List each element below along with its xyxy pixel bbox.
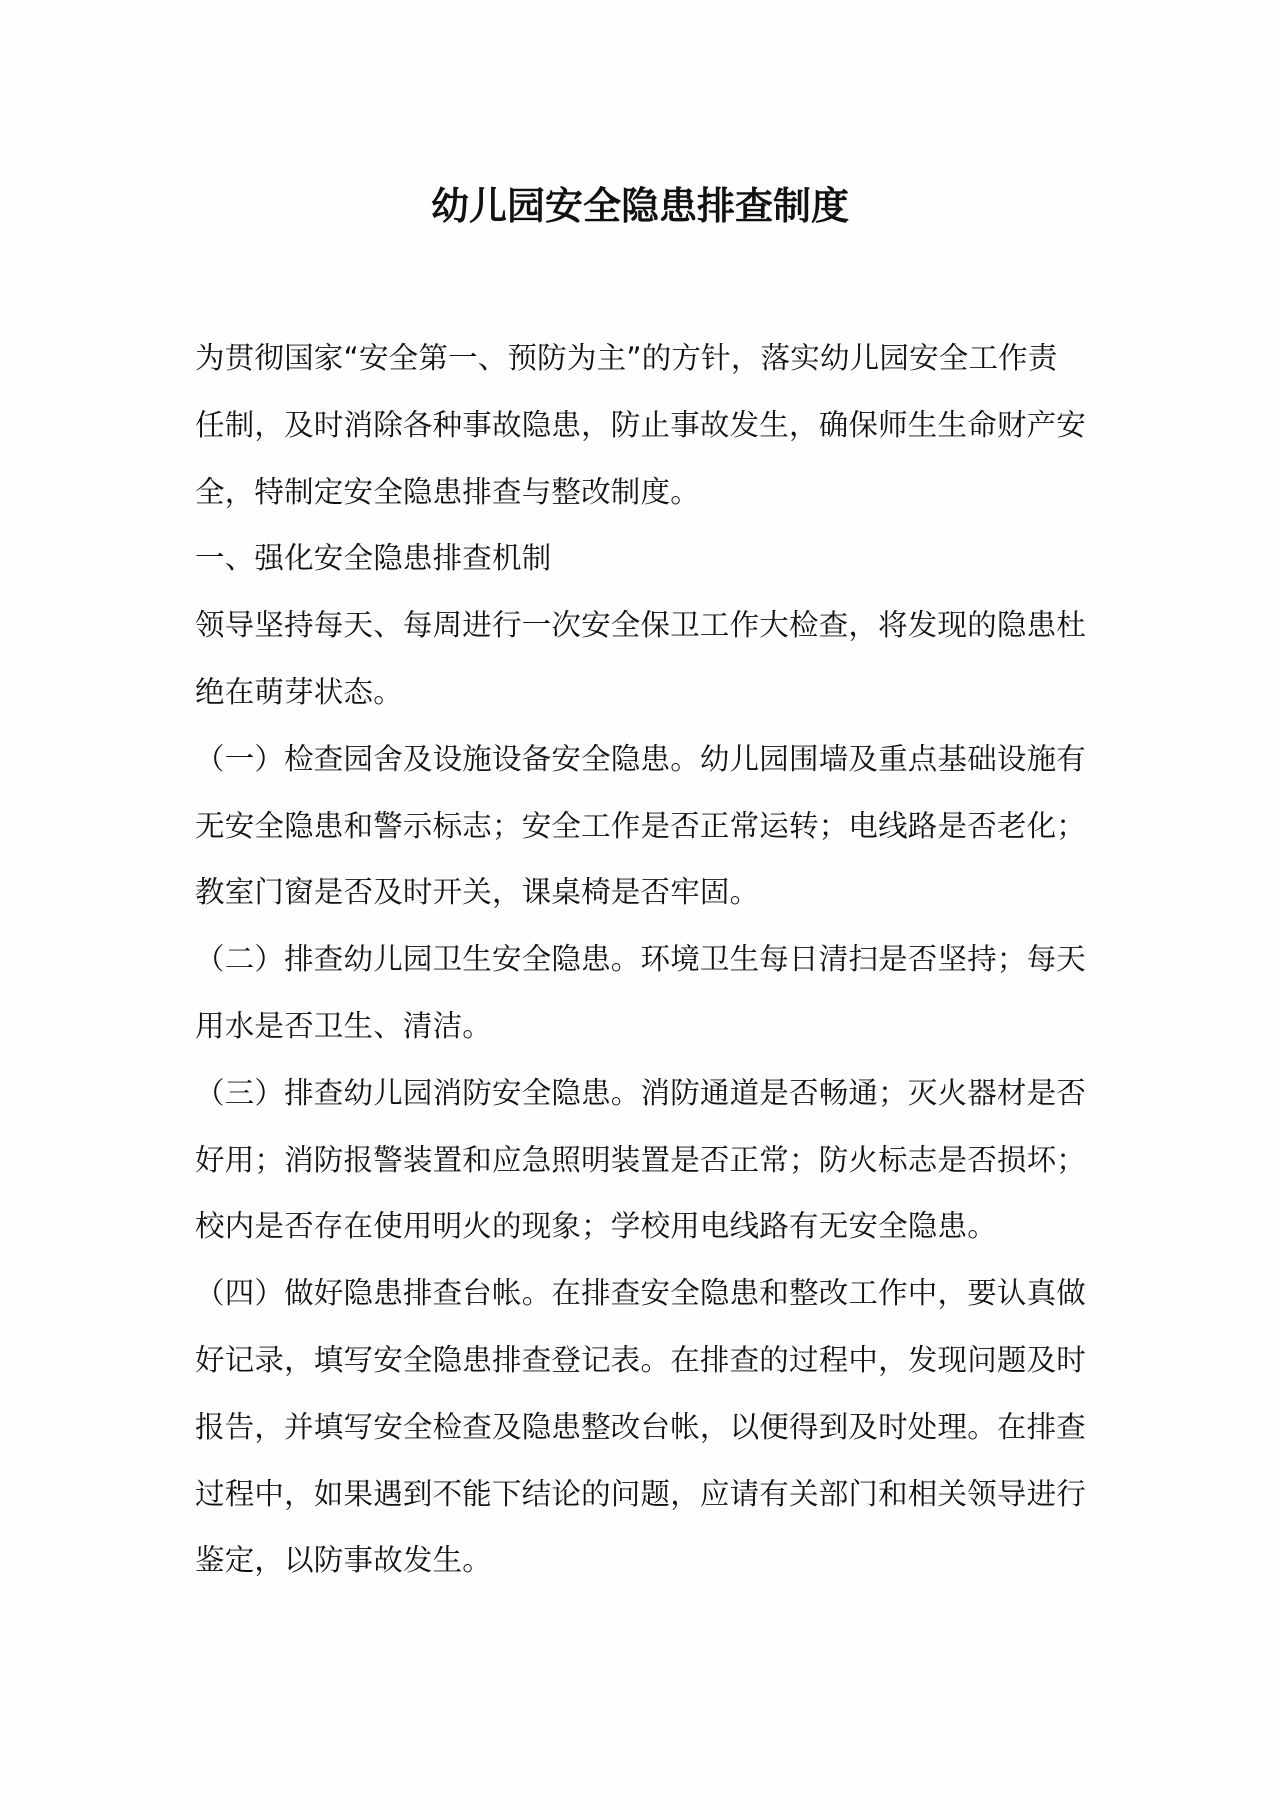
section-1-line-2: 绝在萌芽状态。: [195, 674, 403, 709]
item-1-line-1: （一）检查园舍及设施设备安全隐患。幼儿园围墙及重点基础设施有: [195, 741, 1087, 776]
item-3-line-2: 好用；消防报警装置和应急照明装置是否正常；防火标志是否损坏；: [195, 1142, 1087, 1177]
item-1-line-3: 教室门窗是否及时开关，课桌椅是否牢固。: [195, 875, 760, 910]
item-4-line-1: （四）做好隐患排查台帐。在排查安全隐患和整改工作中，要认真做: [195, 1276, 1087, 1311]
document-title: 幼儿园安全隐患排查制度: [430, 184, 849, 228]
item-4-line-5: 鉴定，以防事故发生。: [195, 1543, 493, 1578]
item-4-line-4: 过程中，如果遇到不能下结论的问题，应请有关部门和相关领导进行: [195, 1476, 1087, 1511]
item-2-line-2: 用水是否卫生、清洁。: [195, 1008, 493, 1043]
intro-line-3: 全，特制定安全隐患排查与整改制度。: [195, 474, 700, 509]
section-1-line-1: 领导坚持每天、每周进行一次安全保卫工作大检查，将发现的隐患杜: [195, 608, 1087, 643]
item-2-line-1: （二）排查幼儿园卫生安全隐患。环境卫生每日清扫是否坚持；每天: [195, 942, 1087, 977]
section-heading-1: 一、强化安全隐患排查机制: [195, 541, 552, 576]
item-1-line-2: 无安全隐患和警示标志；安全工作是否正常运转；电线路是否老化；: [195, 808, 1087, 843]
item-4-line-3: 报告，并填写安全检查及隐患整改台帐，以便得到及时处理。在排查: [195, 1409, 1087, 1444]
intro-line-2: 任制，及时消除各种事故隐患，防止事故发生，确保师生生命财产安: [195, 407, 1087, 442]
intro-line-1: 为贯彻国家“安全第一、预防为主”的方针，落实幼儿园安全工作责: [195, 341, 1058, 375]
item-4-line-2: 好记录，填写安全隐患排查登记表。在排查的过程中，发现问题及时: [195, 1342, 1087, 1377]
item-3-line-1: （三）排查幼儿园消防安全隐患。消防通道是否畅通；灭火器材是否: [195, 1075, 1087, 1110]
item-3-line-3: 校内是否存在使用明火的现象；学校用电线路有无安全隐患。: [195, 1209, 997, 1244]
document-body: [195, 325, 1090, 1594]
